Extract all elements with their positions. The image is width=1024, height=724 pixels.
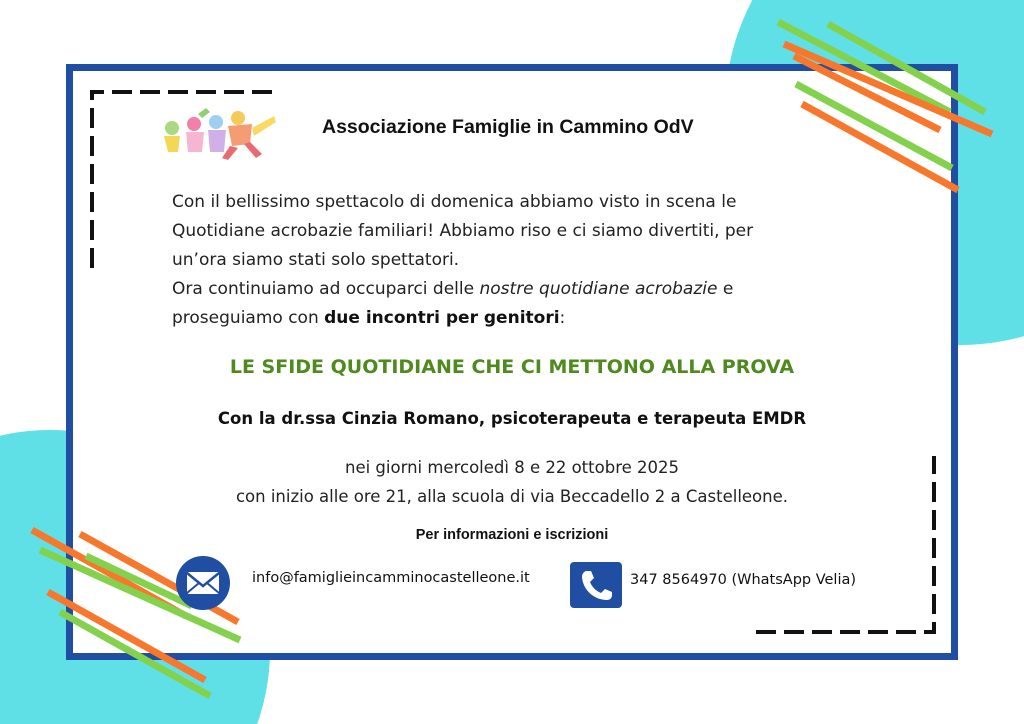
envelope-icon [176,556,230,610]
intro-text [172,188,852,333]
contacts-title: Per informazioni e iscrizioni [415,527,609,543]
intro-line: un’ora siamo stati solo spettatori. [172,250,460,270]
phone-number[interactable]: 347 8564970 (WhatsApp Velia) [630,572,857,588]
intro-text-segment: e [717,279,734,299]
schedule [150,453,874,511]
intro-line [172,275,852,304]
intro-line: Quotidiane acrobazie familiari! Abbiamo riso e ci siamo divertiti, per [172,221,754,241]
intro-text-segment: Ora continuiamo ad occuparci delle [172,279,480,299]
speaker-line: Con la dr.ssa Cinzia Romano, psicoterapeuta e terapeuta EMDR [217,409,807,428]
running-children-logo [158,106,280,162]
intro-text-segment: proseguiamo con [172,308,325,328]
stripes-bottom-left [32,530,240,696]
intro-italic-segment: nostre quotidiane acrobazie [479,279,718,299]
organization-name: Associazione Famiglie in Cammino OdV [322,116,694,138]
intro-line: Con il bellissimo spettacolo di domenica abbiamo visto in scena le [172,192,737,212]
intro-bold-segment: due incontri per genitori [324,308,560,328]
event-location: con inizio alle ore 21, alla scuola di via Beccadello 2 a Castelleone. [235,487,789,506]
phone-icon [570,562,622,608]
stripes-top-right [778,22,992,190]
event-headline: LE SFIDE QUOTIDIANE CHE CI METTONO ALLA PROVA [229,356,795,378]
email-link[interactable]: info@famiglieincamminocastelleone.it [252,570,530,586]
intro-text-segment: : [559,308,566,328]
event-dates: nei giorni mercoledì 8 e 22 ottobre 2025 [344,458,679,477]
intro-line [172,304,852,333]
